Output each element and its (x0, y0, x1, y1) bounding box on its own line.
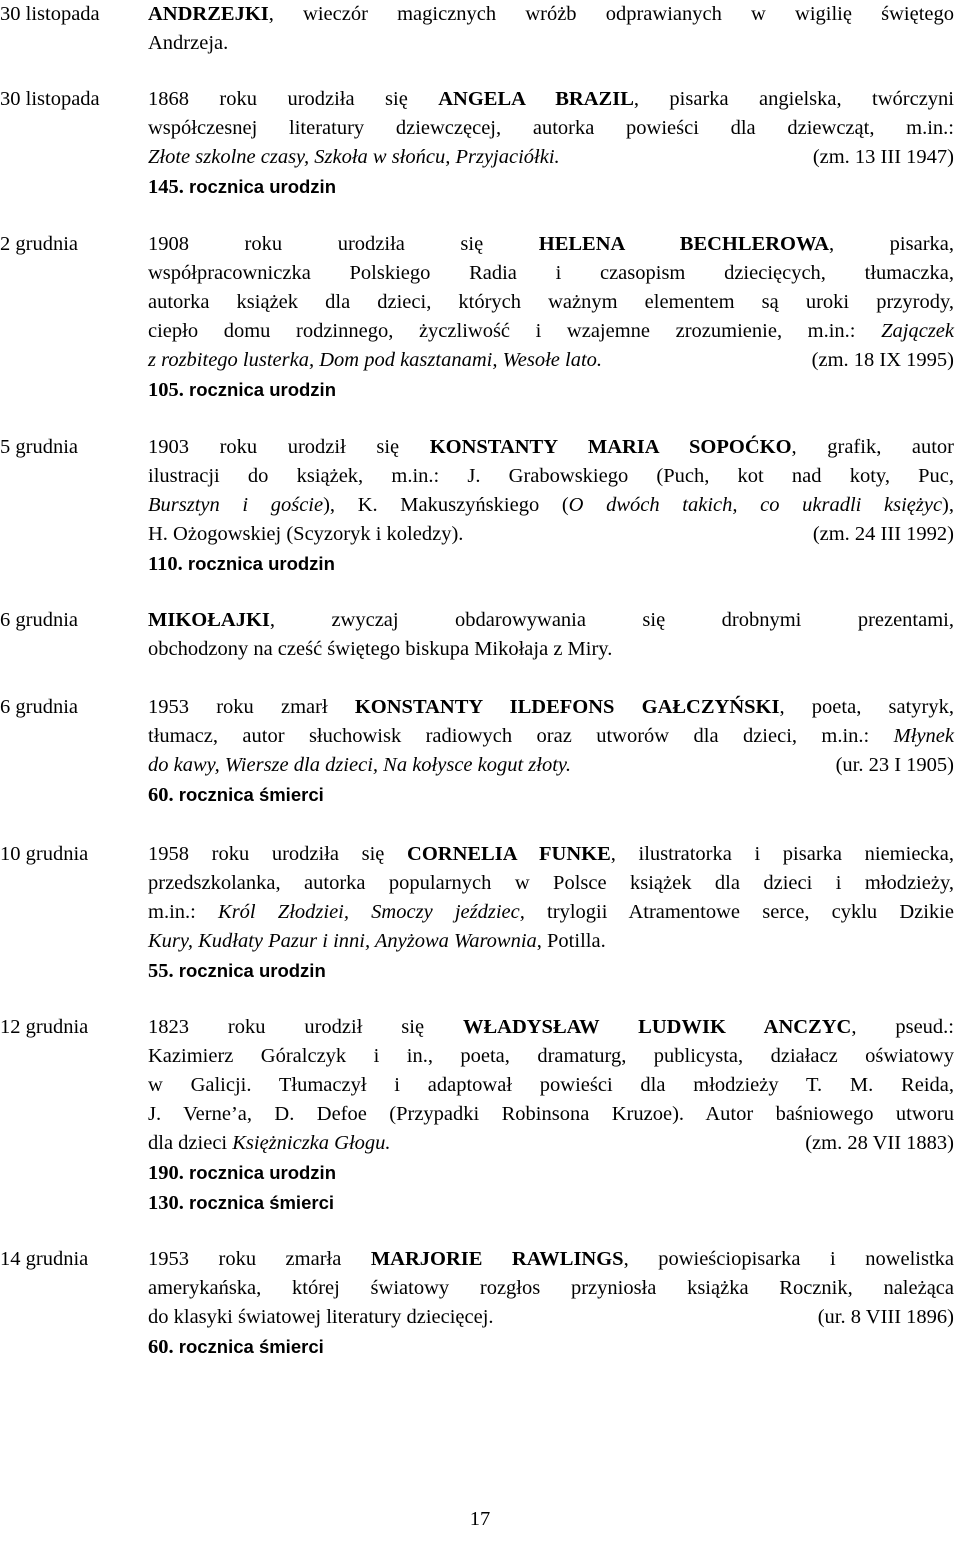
entry-text (148, 606, 954, 664)
anniversary-type: rocznica urodzin (189, 176, 336, 197)
entry-text (148, 840, 954, 986)
anniversary-type: rocznica urodzin (189, 1162, 336, 1183)
entry-text (148, 85, 954, 202)
person-or-event-name: HELENA BECHLEROWA (538, 233, 829, 255)
entry-line (148, 114, 954, 143)
entry-date: 30 listopada (0, 88, 100, 110)
anniversary-label (148, 1188, 954, 1218)
text-run: przedszkolanka, autorka popularnych w Polsce książek dla dzieci i młodzieży, (148, 872, 954, 894)
life-date: (zm. 13 III 1947) (812, 146, 954, 168)
anniversary-number: 55. (148, 960, 179, 982)
text-run: , pseud.: (851, 1016, 955, 1038)
anniversary-number: 60. (148, 784, 179, 806)
anniversary-label (148, 549, 954, 579)
entry-date: 30 listopada (0, 3, 100, 25)
text-run: 1953 roku zmarła (148, 1248, 371, 1270)
entry-line (148, 491, 954, 520)
person-or-event-name: CORNELIA FUNKE (407, 843, 611, 865)
entry-line (148, 1100, 954, 1129)
anniversary-number: 145. (148, 176, 189, 198)
person-or-event-name: MARJORIE RAWLINGS (370, 1248, 624, 1270)
text-run: 1823 roku urodził się (148, 1016, 463, 1038)
entry-line (148, 29, 954, 58)
book-title: Król Złodziei, Smoczy jeździec, (218, 901, 525, 923)
entry-line (148, 869, 954, 898)
book-title: z rozbitego lusterka, Dom pod kasztanami, Wesołe lato. (148, 349, 603, 371)
entry-line (148, 520, 954, 549)
entry-line (148, 1245, 954, 1274)
entry-line (148, 433, 954, 462)
text-run: ilustracji do książek, m.in.: J. Grabowskiego (Puch, kot nad koty, Puc, (148, 465, 954, 487)
entry-text (148, 433, 954, 579)
text-run: amerykańska, której światowy rozgłos przyniosła książka Rocznik, należąca (148, 1277, 954, 1299)
life-date: (ur. 8 VIII 1896) (817, 1306, 954, 1328)
person-or-event-name: ANDRZEJKI (148, 3, 269, 25)
entry-line (148, 1274, 954, 1303)
entry-line (148, 462, 954, 491)
entry-date: 5 grudnia (0, 436, 78, 458)
book-title: do kawy, Wiersze dla dzieci, Na kołysce kogut złoty. (148, 754, 572, 776)
anniversary-label (148, 375, 954, 405)
entry-line (148, 317, 954, 346)
text-run: , pisarka, (829, 233, 955, 255)
entry-text (148, 0, 954, 58)
anniversary-number: 110. (148, 553, 188, 575)
text-run: , zwyczaj obdarowywania się drobnymi prezentami, (269, 609, 954, 631)
text-run: obchodzony na cześć świętego biskupa Mikołaja z Miry. (148, 638, 613, 660)
anniversary-type: rocznica urodzin (178, 960, 326, 981)
text-run: , pisarka angielska, twórczyni (633, 88, 955, 110)
entry-line (148, 346, 954, 375)
text-run: Andrzeja. (148, 32, 229, 54)
entry-line (148, 230, 954, 259)
text-run: 1953 roku zmarł (148, 696, 355, 718)
entry-line (148, 85, 954, 114)
anniversary-number: 105. (148, 379, 189, 401)
book-title: Księżniczka Głogu. (232, 1132, 391, 1154)
entry-line (148, 288, 954, 317)
anniversary-number: 130. (148, 1192, 189, 1214)
book-title: Złote szkolne czasy, Szkoła w słońcu, Przyjaciółki. (148, 146, 560, 168)
text-run: , grafik, autor (791, 436, 955, 458)
person-or-event-name: ANGELA BRAZIL (438, 88, 634, 110)
text-run: w Galicji. Tłumaczył i adaptował powieści dla młodzieży T. M. Reida, (148, 1074, 954, 1096)
text-run: , poeta, satyryk, (779, 696, 955, 718)
text-run: , powieściopisarka i nowelistka (623, 1248, 955, 1270)
text-run: m.in.: (148, 901, 219, 923)
anniversary-label (148, 1158, 954, 1188)
life-date: (zm. 18 IX 1995) (811, 349, 954, 371)
person-or-event-name: MIKOŁAJKI (148, 609, 270, 631)
entry-date: 2 grudnia (0, 233, 78, 255)
entry-text (148, 693, 954, 810)
text-run: dla dzieci (148, 1132, 233, 1154)
entry-line (148, 1303, 954, 1332)
text-run: tłumacz, autor słuchowisk radiowych oraz utworów dla dzieci, m.in.: (148, 725, 894, 747)
anniversary-label (148, 172, 954, 202)
entry-line (148, 1129, 954, 1158)
entry-line (148, 1071, 954, 1100)
entry-line (148, 1042, 954, 1071)
text-run: ciepło domu rodzinnego, życzliwość i wzajemne zrozumienie, m.in.: (148, 320, 882, 342)
page-number: 17 (469, 1508, 491, 1530)
entry-date: 14 grudnia (0, 1248, 89, 1270)
text-run: 1958 roku urodziła się (148, 843, 408, 865)
text-run: trylogii Atramentowe serce, cyklu Dzikie (524, 901, 954, 923)
text-run: ), (942, 494, 954, 516)
book-title: Bursztyn i goście (148, 494, 324, 516)
entry-date: 6 grudnia (0, 696, 78, 718)
entry-date: 10 grudnia (0, 843, 89, 865)
text-run: H. Ożogowskiej (Scyzoryk i koledzy). (148, 523, 464, 545)
anniversary-label (148, 956, 954, 986)
anniversary-type: rocznica urodzin (189, 379, 336, 400)
life-date: (ur. 23 I 1905) (835, 754, 954, 776)
anniversary-type: rocznica śmierci (178, 784, 324, 805)
entry-line (148, 0, 954, 29)
text-run: J. Verne’a, D. Defoe (Przypadki Robinsona Kruzoe). Autor baśniowego utworu (148, 1103, 954, 1125)
anniversary-type: rocznica śmierci (178, 1336, 324, 1357)
text-run: Kazimierz Góralczyk i in., poeta, dramaturg, publicysta, działacz oświatowy (148, 1045, 954, 1067)
anniversary-label (148, 1332, 954, 1362)
anniversary-label (148, 780, 954, 810)
anniversary-number: 60. (148, 1336, 179, 1358)
text-run: 1908 roku urodziła się (148, 233, 539, 255)
entry-text (148, 1245, 954, 1362)
anniversary-type: rocznica śmierci (189, 1192, 334, 1213)
person-or-event-name: KONSTANTY ILDEFONS GAŁCZYŃSKI (354, 696, 780, 718)
entry-line (148, 1013, 954, 1042)
entry-date: 6 grudnia (0, 609, 78, 631)
entry-text (148, 1013, 954, 1218)
entry-text (148, 230, 954, 405)
book-title: Kury, Kudłaty Pazur i inni, Anyżowa Warownia (148, 930, 537, 952)
entry-line (148, 143, 954, 172)
life-date: (zm. 28 VII 1883) (805, 1132, 954, 1154)
entry-line (148, 898, 954, 927)
entry-line (148, 635, 954, 664)
person-or-event-name: KONSTANTY MARIA SOPOĆKO (429, 436, 792, 458)
entry-line (148, 606, 954, 635)
text-run: 1868 roku urodziła się (148, 88, 439, 110)
anniversary-type: rocznica urodzin (187, 553, 335, 574)
book-title: O dwóch takich, co ukradli księżyc (568, 494, 943, 516)
text-run: , wieczór magicznych wróżb odprawianych w wigilię świętego (268, 3, 954, 25)
text-run: współczesnej literatury dziewczęcej, autorka powieści dla dziewcząt, m.in.: (148, 117, 954, 139)
anniversary-number: 190. (148, 1162, 189, 1184)
text-run: współpracowniczka Polskiego Radia i czasopism dziecięcych, tłumaczka, (148, 262, 954, 284)
entry-line (148, 840, 954, 869)
person-or-event-name: WŁADYSŁAW LUDWIK ANCZYC (462, 1016, 852, 1038)
text-run: autorka książek dla dzieci, których ważnym elementem są uroki przyrody, (148, 291, 954, 313)
text-run: do klasyki światowej literatury dziecięcej. (148, 1306, 494, 1328)
text-run: , Potilla. (536, 930, 606, 952)
book-title: Młynek (893, 725, 954, 747)
entry-line (148, 259, 954, 288)
text-run: ), K. Makuszyńskiego ( (323, 494, 569, 516)
entry-line (148, 693, 954, 722)
life-date: (zm. 24 III 1992) (812, 523, 954, 545)
text-run: 1903 roku urodził się (148, 436, 430, 458)
entry-line (148, 751, 954, 780)
book-title: Zajączek (881, 320, 954, 342)
entry-line (148, 927, 954, 956)
entry-date: 12 grudnia (0, 1016, 89, 1038)
text-run: , ilustratorka i pisarka niemiecka, (610, 843, 954, 865)
entry-line (148, 722, 954, 751)
